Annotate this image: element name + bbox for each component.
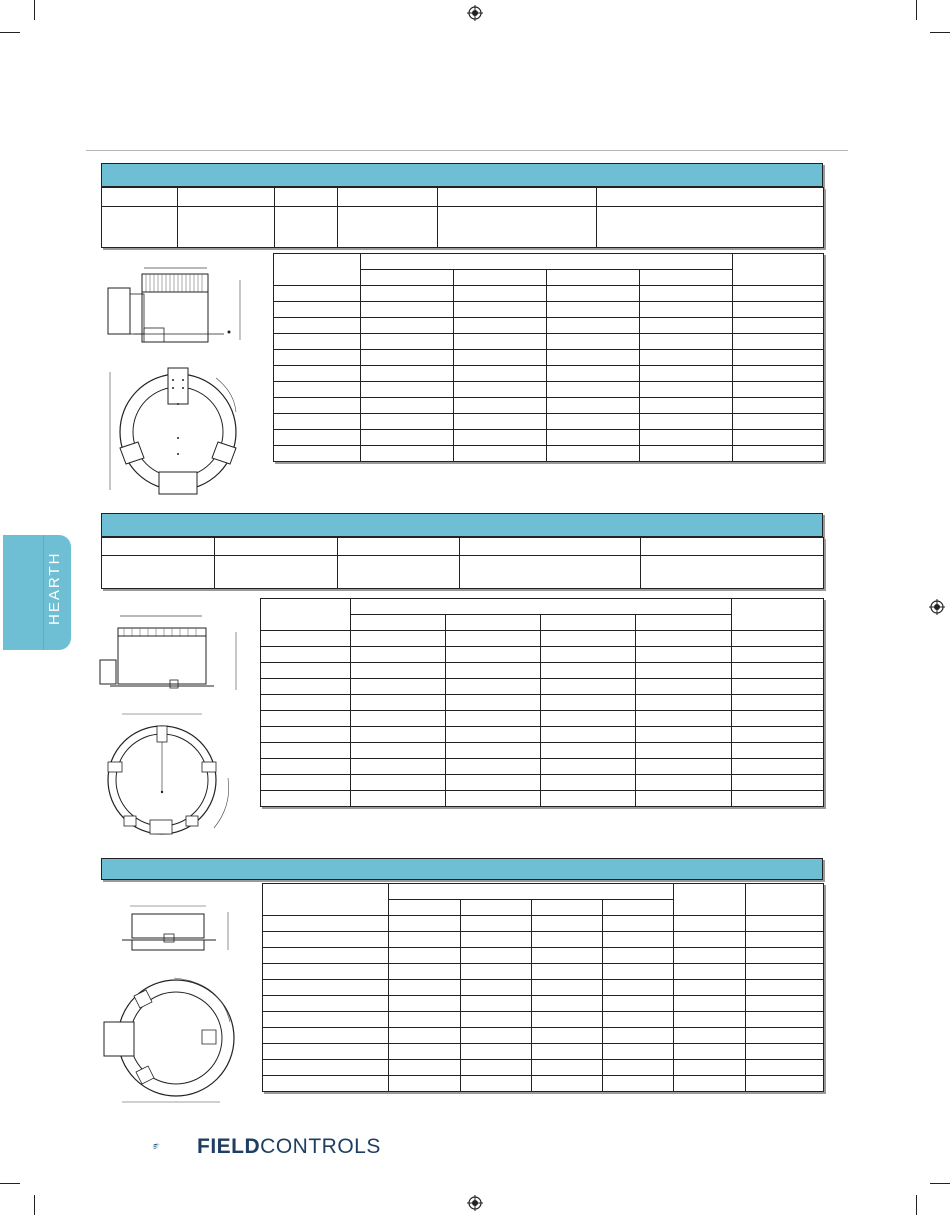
crop-mark (34, 0, 35, 20)
crop-mark (916, 0, 917, 20)
table-row (102, 207, 824, 248)
crop-mark (34, 1195, 35, 1215)
registration-mark-icon (467, 5, 483, 21)
header-rule (86, 150, 848, 151)
table-row (274, 302, 824, 318)
table-row (261, 791, 824, 807)
table-row (274, 286, 824, 302)
crop-mark (0, 1183, 20, 1184)
table-row (261, 727, 824, 743)
table-row (261, 711, 824, 727)
table-row (274, 414, 824, 430)
registration-mark-icon (467, 1195, 483, 1211)
brand-bold: FIELD (197, 1135, 261, 1158)
table-row (274, 254, 824, 270)
table-row (263, 932, 824, 948)
crop-mark (916, 1195, 917, 1215)
table-row (263, 996, 824, 1012)
table-row (261, 743, 824, 759)
table-row (263, 1060, 824, 1076)
table-row (261, 679, 824, 695)
section-3-data-table (262, 883, 824, 1092)
table-row (274, 318, 824, 334)
side-tab-strip (3, 535, 44, 650)
table-row (263, 916, 824, 932)
table-row (261, 631, 824, 647)
crop-mark (0, 32, 20, 33)
section-2-top-view-drawing (102, 710, 242, 845)
table-row (274, 334, 824, 350)
table-row (263, 1044, 824, 1060)
section-1-data-table (273, 253, 824, 462)
section-1-side-view-drawing (104, 262, 254, 357)
table-row (261, 695, 824, 711)
table-row (263, 948, 824, 964)
table-row (274, 398, 824, 414)
table-row (263, 1076, 824, 1092)
section-3-header (101, 858, 823, 880)
section-2-data-table (260, 598, 824, 807)
table-row (274, 430, 824, 446)
table-row (263, 1028, 824, 1044)
crop-mark (930, 32, 950, 33)
table-row (263, 884, 824, 900)
brand-regular: CONTROLS (260, 1135, 381, 1158)
section-1-top-view-drawing (104, 362, 254, 497)
table-row (274, 446, 824, 462)
table-row (261, 599, 824, 615)
table-row (263, 980, 824, 996)
section-2-header (101, 513, 823, 537)
table-row (261, 647, 824, 663)
table-row (274, 366, 824, 382)
registration-mark-icon (929, 599, 945, 615)
table-row (274, 350, 824, 366)
section-3-top-view-drawing (100, 972, 240, 1110)
table-row (102, 538, 824, 556)
section-1-header (101, 163, 823, 187)
table-row (102, 188, 824, 207)
field-controls-logo-icon (152, 1128, 196, 1164)
table-row (261, 775, 824, 791)
table-row (261, 759, 824, 775)
section-2-spec-table (101, 537, 824, 589)
brand-wordmark (197, 1135, 381, 1159)
table-row (263, 964, 824, 980)
table-row (102, 556, 824, 589)
side-tab-label: HEARTH (46, 551, 63, 625)
table-row (261, 663, 824, 679)
section-3-side-view-drawing (112, 898, 242, 960)
table-row (274, 382, 824, 398)
section-2-side-view-drawing (96, 612, 246, 694)
table-row (263, 1012, 824, 1028)
crop-mark (930, 1183, 950, 1184)
section-1-spec-table (101, 187, 824, 248)
